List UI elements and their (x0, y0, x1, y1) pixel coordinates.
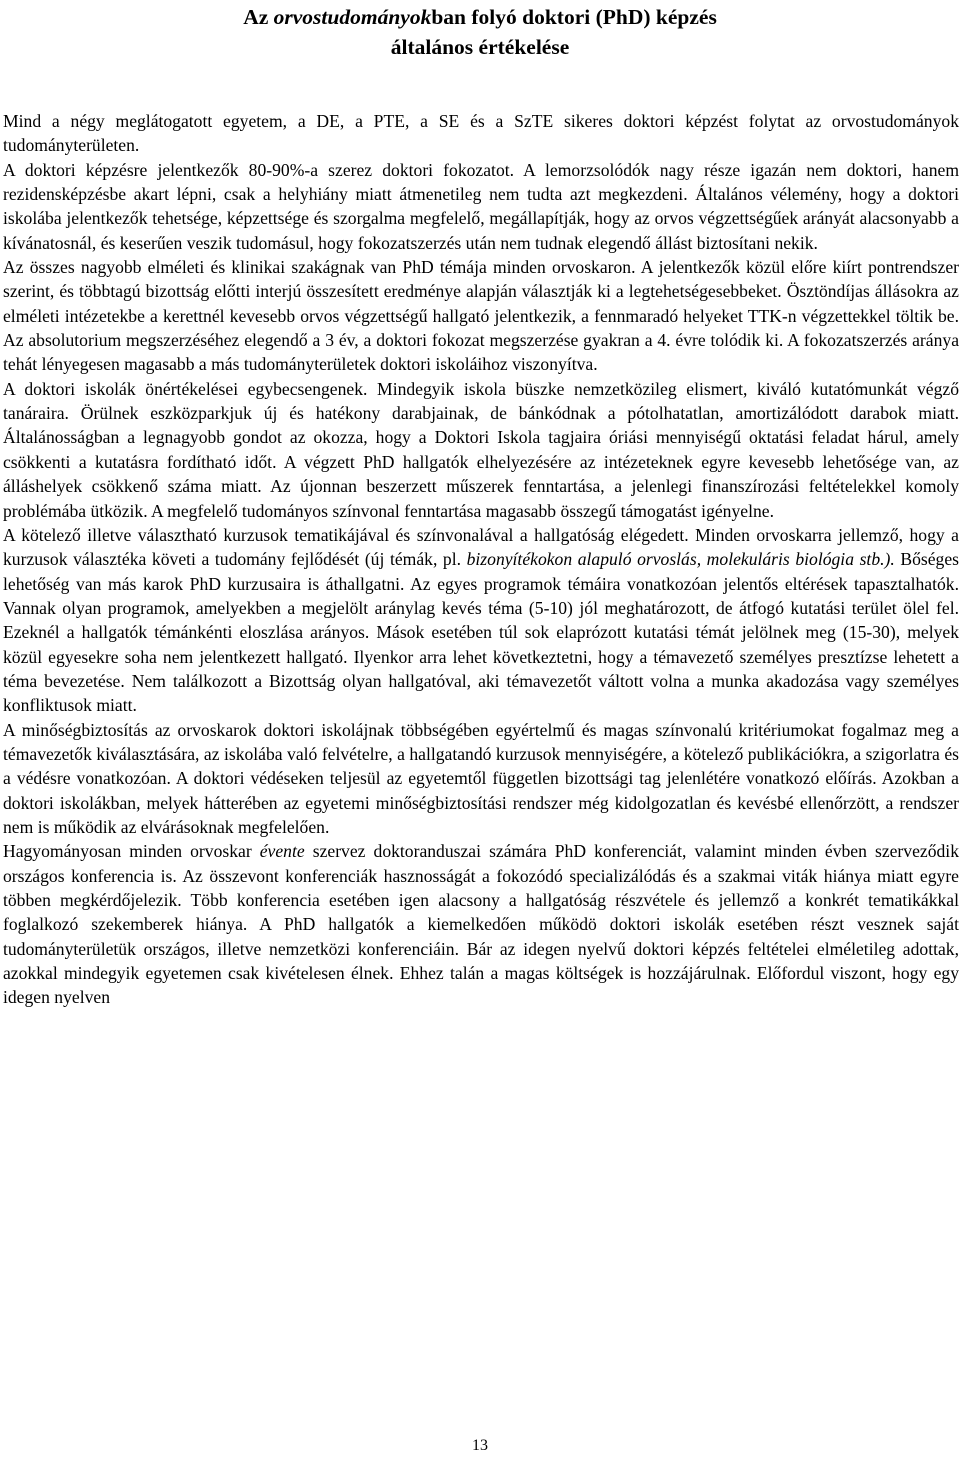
paragraph-quality-assurance: A minőségbiztosítás az orvoskarok doktori iskolájnak többségében egyértelmű és magas színvonalú kritériumokat fogalmaz meg a témavezetők kiválasztására, az iskolába való felvételre, a hallgatandó kurzusok mennyiségére, a kötelező publikációkra, a szigorlatra és a védésre vonatkozóan. A doktori védéseken teljesül az egyetemtől független bizottsági tag jelenlétére vonatkozó előírás. Azokban a doktori iskolákban, melyek hátterében az egyetemi minőségbiztosítási rendszer még kidolgozatlan és kevésbé ellenőrzött, a rendszer nem is működik az elvárásoknak megfelelően. (3, 719, 959, 837)
conferences-text-end: szervez doktoranduszai számára PhD konferenciát, valamint minden évben szerveződik országos konferencia is. Az összevont konferenciák hasznosságát a fokozódó specializálódás és a szakmai viták hiánya miatt egyre többen megkérdőjelezik. Több konferencia esetében igen alacsony a hallgatóság részvétele és jellemző a konkrét tematikákkal foglalkozó szekemberek hiánya. A PhD hallgatók a kiemelkedően működö doktori iskolák esetében részt vesznek saját tudományterületük országos, illetve nemzetközi konferenciáin. Bár az idegen nyelvű doktori képzés feltételei elméletileg adottak, azokkal mindegyik egyetemen csak kivételesen élnek. Ehhez talán a magas költségek is hozzájárulnak. Előfordul viszont, hogy egy idegen nyelven (3, 841, 959, 1008)
paragraph-graduation-rate: A doktori képzésre jelentkezők 80-90%-a szerez doktori fokozatot. A lemorzsolódók nagy része igazán nem doktori, hanem rezidensképzésbe akart lépni, csak a helyhiány miatt átmenetileg nem tudta azt megkezdeni. Általános vélemény, hogy a doktori iskolába jelentkezők tehetsége, képzettsége és szorgalma megfelelő, megállapítják, hogy az orvos végzettségűek arányát alacsonyabb a kívánatosnál, és keserűen veszik tudomásul, hogy fokozatszerzés után nem tudnak elegendő állást biztosítani nekik. (3, 159, 959, 253)
title-text-end: ban folyó doktori (PhD) képzés (431, 5, 717, 29)
title-italic-word: orvostudományok (273, 5, 432, 29)
conferences-italic-word: évente (259, 841, 305, 862)
page-number: 13 (472, 1437, 488, 1454)
page-subtitle: általános értékelése (390, 35, 570, 59)
courses-italic-examples: bizonyítékokon alapuló orvoslás, molekuláris biológia stb.). (466, 549, 895, 570)
courses-text-end: Bőséges lehetőség van más karok PhD kurzusaira is áthallgatni. Az egyes programok témáira vonatkozóan jelentős eltérések tapasztalhatók. Vannak olyan programok, amelyekben a megjelölt aránylag kevés téma (5-10) jól meghatározott, de átfogó kutatási terület ölel fel. Ezeknél a hallgatók témánkénti eloszlása arányos. Mások esetében túl sok elaprózott kutatási témát jelölnek meg (15-30), melyek közül egyesekre soha nem jelentkezett hallgató. Ilyenkor arra lehet következtetni, hogy a témavezető személyes presztízse lehetett a téma bevezetése. Nem találkozott a Bizottság olyan hallgatóval, aki témavezetőt váltott volna a munka akadozása vagy személyes konfliktusok miatt. (3, 549, 960, 716)
paragraph-self-evaluation: A doktori iskolák önértékelései egybecsengenek. Mindegyik iskola büszke nemzetközileg elismert, kiváló kutatómunkát végző tanáraira. Örülnek eszközparkjuk új és hatékony darabjainak, de bánkódnak a pótolhatatlan, amortizálódott darabok miatt. Általánosságban a legnagyobb gondot az okozza, hogy a Doktori Iskola tagjaira óriási mennyiségű oktatási feladat hárul, amely csökkenti a kutatásra fordítható időt. A végzett PhD hallgatók elhelyezésére az intézeteknek egyre kevesebb lehetősége van, az álláshelyek csökkenő száma miatt. Az újonnan beszerzett műszerek fenntartása, a jelenlegi finanszírozási feltételekkel komoly problémába ütközik. A megfelelő tudományos színvonal fenntartása magasabb összegű támogatást igényelne. (3, 378, 959, 521)
paragraph-admission: Az összes nagyobb elméleti és klinikai szakágnak van PhD témája minden orvoskaron. A jelentkezők közül előre kiírt pontrendszer szerint, és többtagú bizottság előtti interjú összesített eredménye alapján választják ki a legtehetségesebbeket. Ösztöndíjas állásokra az elméleti intézetekbe a kerettnél kevesebb orvos végzettségű hallgató jelentkezik, a fennmaradó helyeket TTK-n végzettekkel töltik be. Az absolutorium megszerzéséhez elegendő a 3 év, a doktori fokozat megszerzése gyakran a 4. évre tolódik ki. A fokozatszerzés aránya tehát lényegesen magasabb a más tudományterületek doktori iskoláihoz viszonyítva. (3, 257, 959, 375)
title-text-start: Az (243, 5, 274, 29)
document-body (3, 109, 959, 1010)
courses-text-start: A kötelező illetve választható kurzusok tematikájával és színvonalával a hallgatóság elégedett. Minden orvoskarra jellemző, hogy a kurzusok választéka követi a tudomány fejlődését (új témák, pl. (3, 524, 959, 570)
page-title (0, 4, 960, 30)
paragraph-courses (3, 523, 959, 718)
conferences-text-start: Hagyományosan minden orvoskar (3, 841, 260, 862)
paragraph-intro: Mind a négy meglátogatott egyetem, a DE, a PTE, a SE és a SzTE sikeres doktori képzést folytat az orvostudományok tudományterületen. (3, 111, 959, 156)
paragraph-conferences (3, 839, 959, 1009)
